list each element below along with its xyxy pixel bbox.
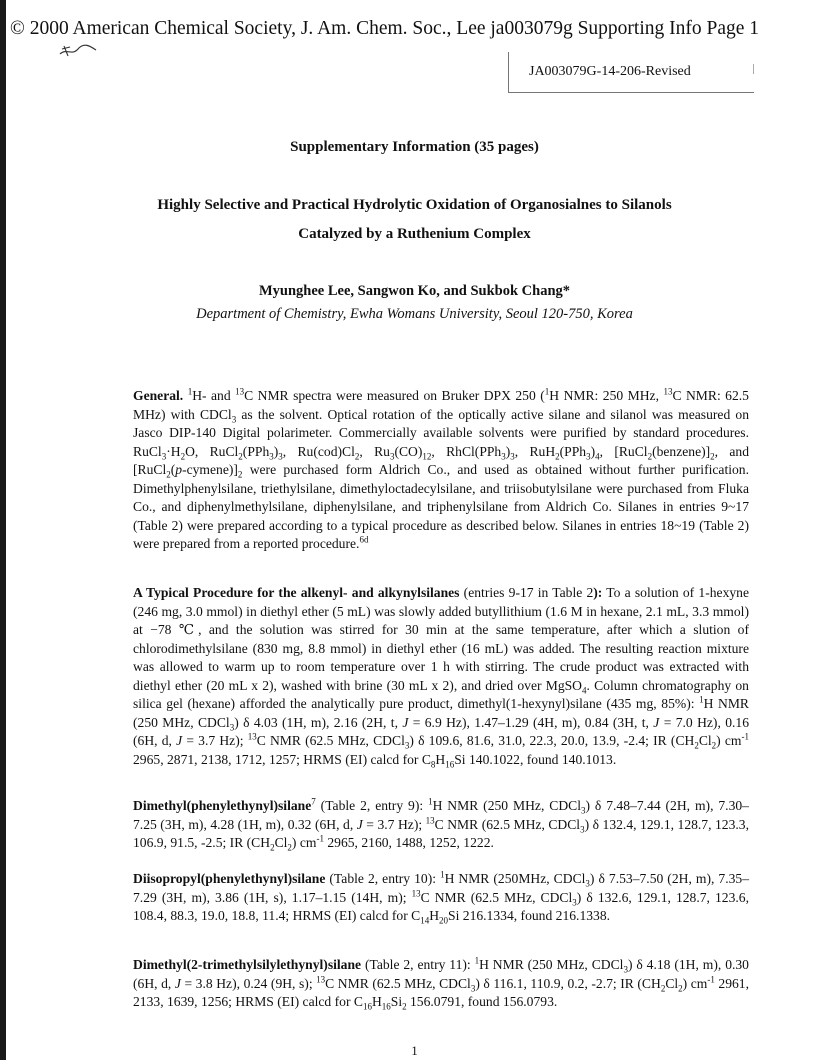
page-number: 1	[411, 1043, 418, 1058]
phenylethynylsilane-paragraph: Dimethyl(phenylethynyl)silane$^7$ (Table 2, entry 9): $^1$H NMR (250 MHz, CDCl$_3$) δ 7.48–7.44 (2H, m), 7.30–7.25 (3H, m), 4.28 (1H, m), 0.32 (6H, d, J = 3.7 Hz); $^{13}$C NMR (62.5 MHz, CDCl$_3$) δ 132.4, 129.1, 128.7, 123.3, 106.9, 91.5, -2.5; IR $(CH_2Cl_2)$ $cm^{-1}$ 2965, 2160, 1488, 1252, 1222.	[133, 796, 749, 853]
copyright-header: © 2000 American Chemical Society, J. Am. Chem. Soc., Lee ja003079g Supporting Info Page 1	[10, 18, 760, 39]
general-paragraph: General. $^1$H- and $^{13}$C NMR spectra were measured on Bruker DPX 250 ($^1$H NMR: 250 MHz, $^{13}$C NMR: 62.5 MHz) with CDCl$_3$ as the solvent. Optical rotation of the optically active silane and silanol was measured on Jasco DIP-140 Digital polarimeter. Commercially available solvents were purified by standard procedures. $RuCl_3\cdot H_2O$, $RuCl_2(PPh_3)_3$, $Ru(cod)Cl_2$, $Ru_3(CO)_{12}$, $RhCl(PPh_3)_3$, $RuH_2(PPh_3)_4$, $[RuCl_2(benzene)]_2$, and $[RuCl_2(p-cymene)]_2$ were purchased form Aldrich Co., and used as obtained without further purification. Dimethylphenylsilane, triethylsilane, dimethyloctadecylsilane, and triisobutylsilane were purchased from Fluka Co., and diphenylmethylsilane, diphenylsilane, and triphenylsilane from Aldrich Co. Silanes in entries 9~17 (Table 2) were prepared according to a typical procedure as described below. Silanes in entries 18~19 (Table 2) were prepared from a reported procedure.$^{6d}$	[133, 386, 749, 551]
manuscript-id: JA003079G-14-206-Revised	[529, 64, 691, 79]
typical-procedure-paragraph: A Typical Procedure for the alkenyl- and alkynylsilanes (entries 9-17 in Table 2): To a solution of 1-hexyne (246 mg, 3.0 mmol) in diethyl ether (5 mL) was slowly added butyllithium (1.6 M in hexane, 2.1 mL, 3.3 mmol) at −78 ℃, and the solution was stirred for 30 min at the same temperature, after which a slution of chlorodimethylsilane (830 mg, 8.8 mmol) in diethyl ether (16 mL) was added. The resulting reaction mixture was allowed to warm up to room temperature over 1 h with stirring. The crude product was extracted with diethyl ether (20 mL x 2), washed with brine (30 mL x 2), and dried over MgSO$_4$. Column chromatography on silica gel (hexane) afforded the analytically pure product, dimethyl(1-hexynyl)silane (435 mg, 85%): $^1$H NMR (250 MHz, CDCl$_3$) δ 4.03 (1H, m), 2.16 (2H, t, J = 6.9 Hz), 1.47–1.29 (4H, m), 0.84 (3H, t, J = 7.0 Hz), 0.16 (6H, d, J = 3.7 Hz); $^{13}$C NMR (62.5 MHz, CDCl$_3$) δ 109.6, 81.6, 31.0, 22.3, 20.0, 13.9, -2.4; IR $(CH_2Cl_2)$ $cm^{-1}$ 2965, 2871, 2138, 1712, 1257; HRMS (EI) calcd for $C_8H_{16}Si$ 140.1022, found 140.1013.	[133, 585, 750, 770]
paper-title-line-1: Highly Selective and Practical Hydrolytic Oxidation of Organosialnes to Silanols	[157, 197, 672, 213]
compound-heading: Diisopropyl(phenylethynyl)silane	[133, 871, 326, 886]
supplementary-title: Supplementary Information (35 pages)	[290, 139, 539, 155]
reference-id-box	[508, 52, 754, 93]
diisopropylsilane-paragraph: Diisopropyl(phenylethynyl)silane (Table 2, entry 10): $^1$H NMR (250MHz, CDCl$_3$) δ 7.53–7.50 (2H, m), 7.35–7.29 (3H, m), 3.86 (1H, s), 1.17–1.15 (14H, m); $^{13}$C NMR (62.5 MHz, CDCl$_3$) δ 132.6, 129.1, 128.7, 123.6, 108.4, 88.3, 19.0, 18.8, 11.4; HRMS (EI) calcd for $C_{14}H_{20}Si$ 216.1334, found 216.1338.	[133, 869, 749, 926]
general-heading: General.	[133, 388, 184, 403]
compound-heading: Dimethyl(2-trimethylsilylethynyl)silane	[133, 957, 362, 972]
handwritten-mark-icon	[58, 40, 98, 60]
author-list: Myunghee Lee, Sangwon Ko, and Sukbok Chang*	[258, 283, 571, 299]
tms-ethynylsilane-paragraph: Dimethyl(2-trimethylsilylethynyl)silane (Table 2, entry 11): $^1$H NMR (250 MHz, CDCl$_3$) δ 4.18 (1H, m), 0.30 (6H, d, J = 3.8 Hz), 0.24 (9H, s); $^{13}$C NMR (62.5 MHz, CDCl$_3$) δ 116.1, 110.9, 0.2, -2.7; IR $(CH_2Cl_2)$ $cm^{-1}$ 2961, 2133, 1639, 1256; HRMS (EI) calcd for $C_{16}H_{16}Si_2$ 156.0791, found 156.0793.	[133, 955, 750, 1012]
affiliation: Department of Chemistry, Ewha Womans University, Seoul 120-750, Korea	[196, 306, 633, 322]
compound-heading: Dimethyl(phenylethynyl)silane	[133, 798, 312, 813]
paper-title-line-2: Catalyzed by a Ruthenium Complex	[298, 226, 531, 242]
typical-procedure-heading: A Typical Procedure for the alkenyl- and alkynylsilanes	[133, 585, 460, 600]
scan-edge-bar	[0, 0, 6, 1060]
